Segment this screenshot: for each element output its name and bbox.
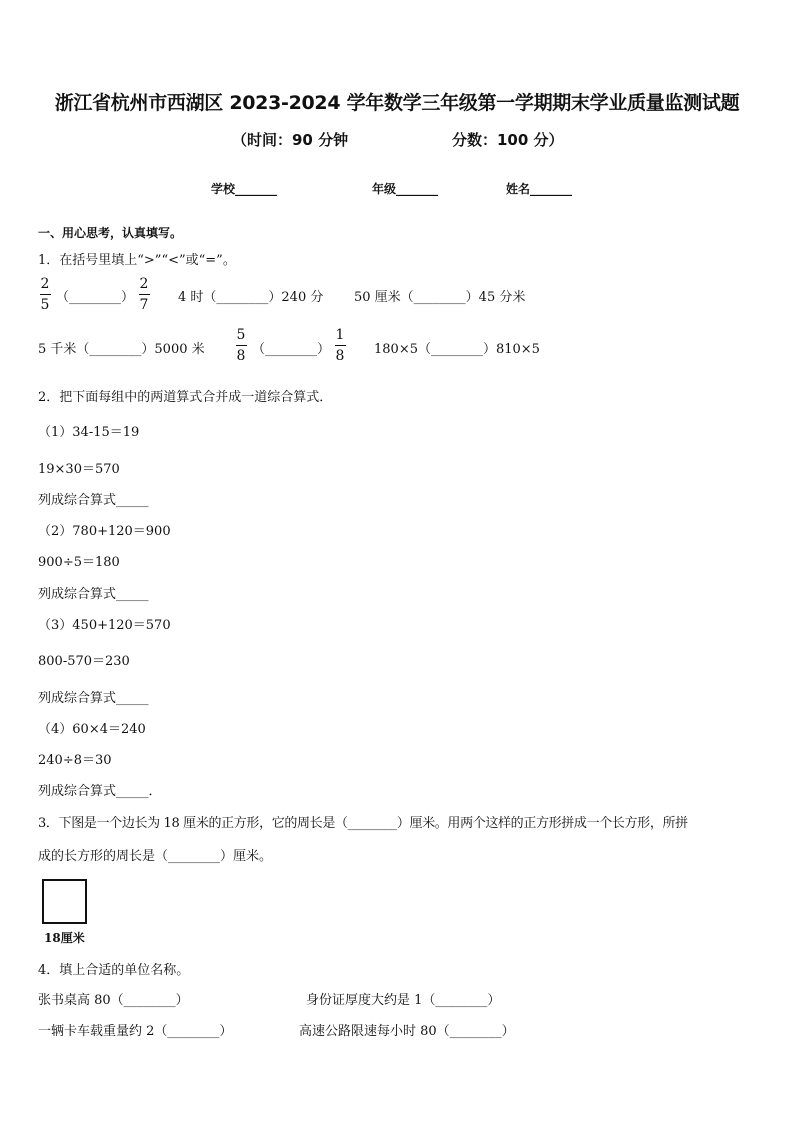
q2-line: 800-570＝230: [38, 654, 130, 669]
fraction-denominator: 7: [139, 297, 149, 313]
section-title: 一、用心思考，认真填写。: [38, 226, 183, 240]
q1-blank-2[interactable]: （________）: [252, 342, 331, 357]
school-field[interactable]: 学校_______: [211, 182, 278, 196]
page-title: 浙江省杭州市西湖区 2023-2024 学年数学三年级第一学期期末学业质量监测试题: [54, 92, 740, 114]
q2-line: （2）780+120＝900: [38, 524, 171, 539]
q2-line: （1）34-15＝19: [38, 425, 140, 440]
fraction-1-8: [334, 327, 346, 364]
fraction-2-7: [138, 276, 150, 313]
fraction-5-8: [235, 327, 247, 364]
exam-score: 分数：100 分）: [452, 131, 564, 149]
q2-answer-line[interactable]: 列成综合算式_____: [38, 493, 149, 508]
fraction-denominator: 8: [236, 348, 246, 364]
q2-line: 19×30＝570: [38, 462, 120, 477]
q2-line: 240÷8＝30: [38, 753, 112, 768]
fraction-bar: [139, 294, 150, 295]
fraction-2-5: [39, 276, 51, 313]
square-figure: [42, 879, 87, 924]
q1-item-mult[interactable]: 180×5（________）810×5: [374, 342, 540, 357]
q3-text-line-1[interactable]: 3．下图是一个边长为 18 厘米的正方形，它的周长是（________）厘米。用两个这样的正方形拼成一个长方形，所拼: [38, 816, 688, 831]
q4-item-idcard[interactable]: 身份证厚度大约是 1（________）: [306, 993, 501, 1008]
square-side-label: 18厘米: [44, 931, 85, 945]
q2-prompt: 2．把下面每组中的两道算式合并成一道综合算式．: [38, 390, 333, 405]
q2-answer-line[interactable]: 列成综合算式_____: [38, 691, 149, 706]
q1-item-hours[interactable]: 4 时（________）240 分: [178, 290, 324, 305]
q2-line: 900÷5＝180: [38, 555, 120, 570]
fraction-numerator: 2: [40, 276, 50, 292]
q2-line: （3）450+120＝570: [38, 618, 171, 633]
fraction-bar: [335, 345, 346, 346]
q4-prompt: 4．填上合适的单位名称。: [38, 963, 190, 978]
fraction-denominator: 5: [40, 297, 50, 313]
name-field[interactable]: 姓名_______: [506, 182, 573, 196]
q2-line: （4）60×4＝240: [38, 722, 146, 737]
fraction-denominator: 8: [335, 348, 345, 364]
q4-item-desk[interactable]: 张书桌高 80（________）: [38, 993, 189, 1008]
exam-time: （时间：90 分钟: [232, 131, 349, 149]
q1-prompt: 1．在括号里填上“>”“<”或“=”。: [38, 253, 236, 268]
fraction-bar: [40, 294, 51, 295]
q1-item-cm[interactable]: 50 厘米（________）45 分米: [354, 290, 526, 305]
grade-field[interactable]: 年级_______: [372, 182, 439, 196]
fraction-numerator: 1: [335, 327, 345, 343]
q1-blank-1[interactable]: （________）: [56, 290, 135, 305]
q4-item-highway[interactable]: 高速公路限速每小时 80（________）: [299, 1024, 515, 1039]
fraction-numerator: 5: [236, 327, 246, 343]
q1-item-km[interactable]: 5 千米（________）5000 米: [38, 342, 205, 357]
fraction-bar: [236, 345, 247, 346]
q2-answer-line[interactable]: 列成综合算式_____．: [38, 784, 162, 799]
q2-answer-line[interactable]: 列成综合算式_____: [38, 587, 149, 602]
q4-item-truck[interactable]: 一辆卡车载重量约 2（________）: [38, 1024, 233, 1039]
q3-text-line-2[interactable]: 成的长方形的周长是（________）厘米。: [38, 849, 273, 864]
fraction-numerator: 2: [139, 276, 149, 292]
